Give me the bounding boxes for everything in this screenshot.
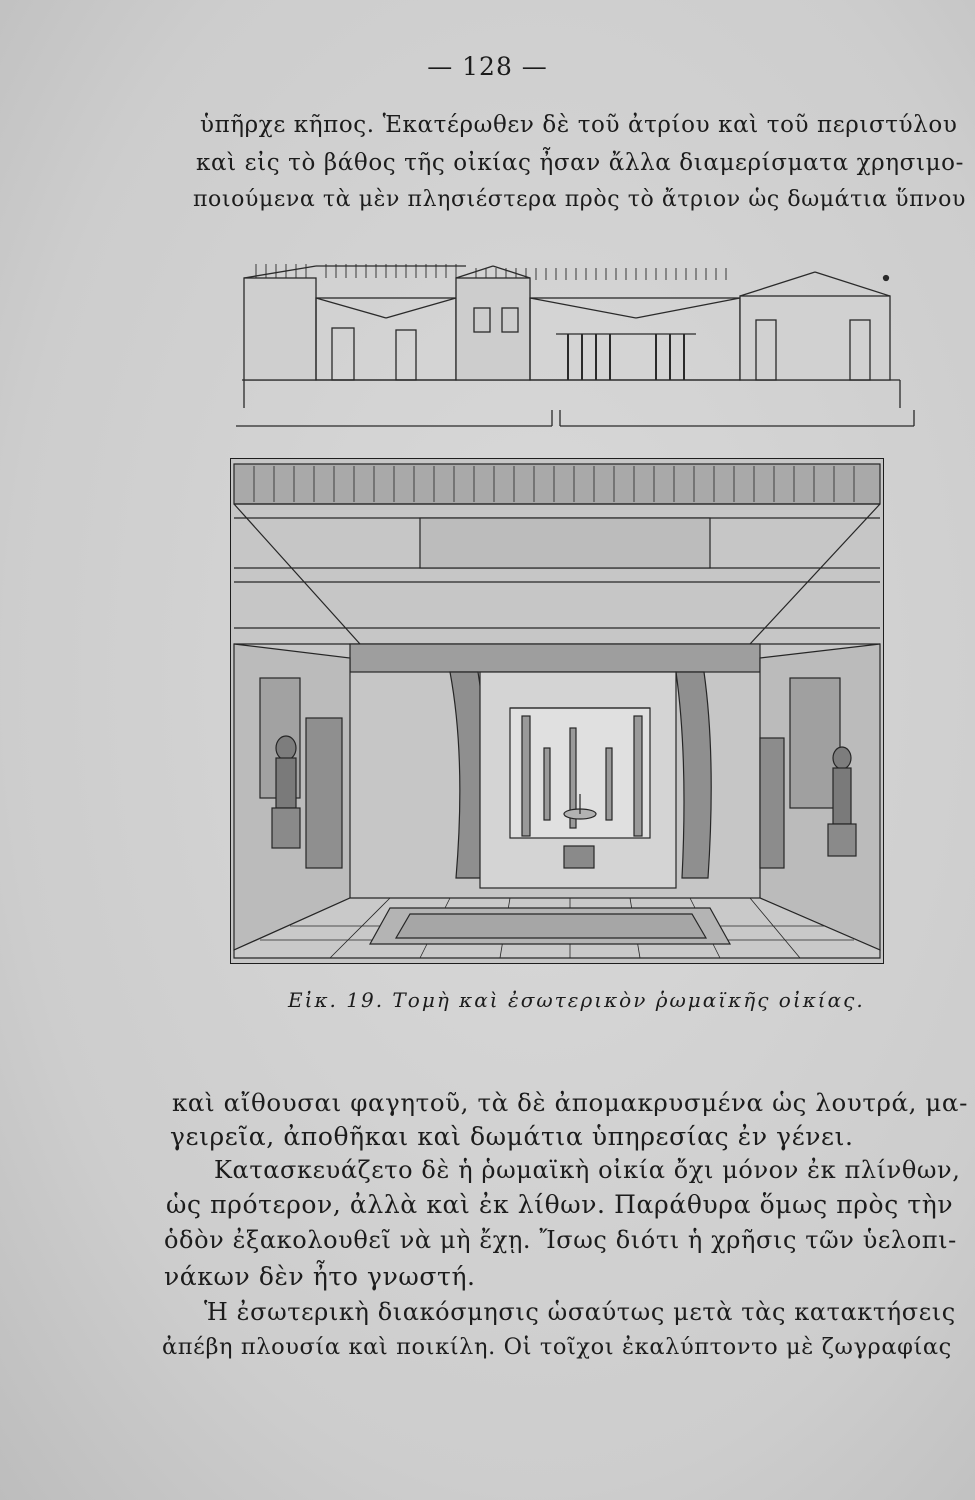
text-line: ὁδὸν ἐξακολουθεῖ νὰ μὴ ἔχῃ. Ἴσως διότι ἡ χρῆσις τῶν ὑελοπι- (164, 1226, 957, 1254)
page-number: — 128 — (427, 52, 548, 81)
interior-illustration (230, 458, 884, 964)
text-line: ἀπέβη πλουσία καὶ ποικίλη. Οἱ τοῖχοι ἐκαλύπτοντο μὲ ζωγραφίας (162, 1334, 952, 1360)
text-line: ὡς πρότερον, ἀλλὰ καὶ ἐκ λίθων. Παράθυρα ὅμως πρὸς τὴν (166, 1190, 954, 1219)
text-line: ὑπῆρχε κῆπος. Ἑκατέρωθεν δὲ τοῦ ἀτρίου καὶ τοῦ περιστύλου (200, 112, 958, 138)
text-line: νάκων δὲν ἦτο γνωστή. (164, 1262, 476, 1291)
text-line: γειρεῖα, ἀποθῆκαι καὶ δωμάτια ὑπηρεσίας ἐν γένει. (170, 1122, 854, 1151)
text-line: ποιούμενα τὰ μὲν πλησιέστερα πρὸς τὸ ἄτριον ὡς δωμάτια ὕπνου (193, 187, 966, 212)
text-line: καὶ εἰς τὸ βάθος τῆς οἰκίας ἦσαν ἄλλα διαμερίσματα χρησιμο- (196, 150, 964, 176)
text-line: Κατασκευάζετο δὲ ἡ ῥωμαϊκὴ οἰκία ὄχι μόνον ἐκ πλίνθων, (214, 1156, 961, 1184)
text-line: Ἡ ἐσωτερικὴ διακόσμησις ὡσαύτως μετὰ τὰς κατακτήσεις (204, 1298, 956, 1326)
section-illustration (236, 258, 916, 438)
figure-caption: Εἰκ. 19. Τομὴ καὶ ἐσωτερικὸν ῥωμαϊκῆς οἰκίας. (288, 988, 865, 1012)
text-line: καὶ αἴθουσαι φαγητοῦ, τὰ δὲ ἀπομακρυσμένα ὡς λουτρά, μα- (172, 1088, 968, 1117)
